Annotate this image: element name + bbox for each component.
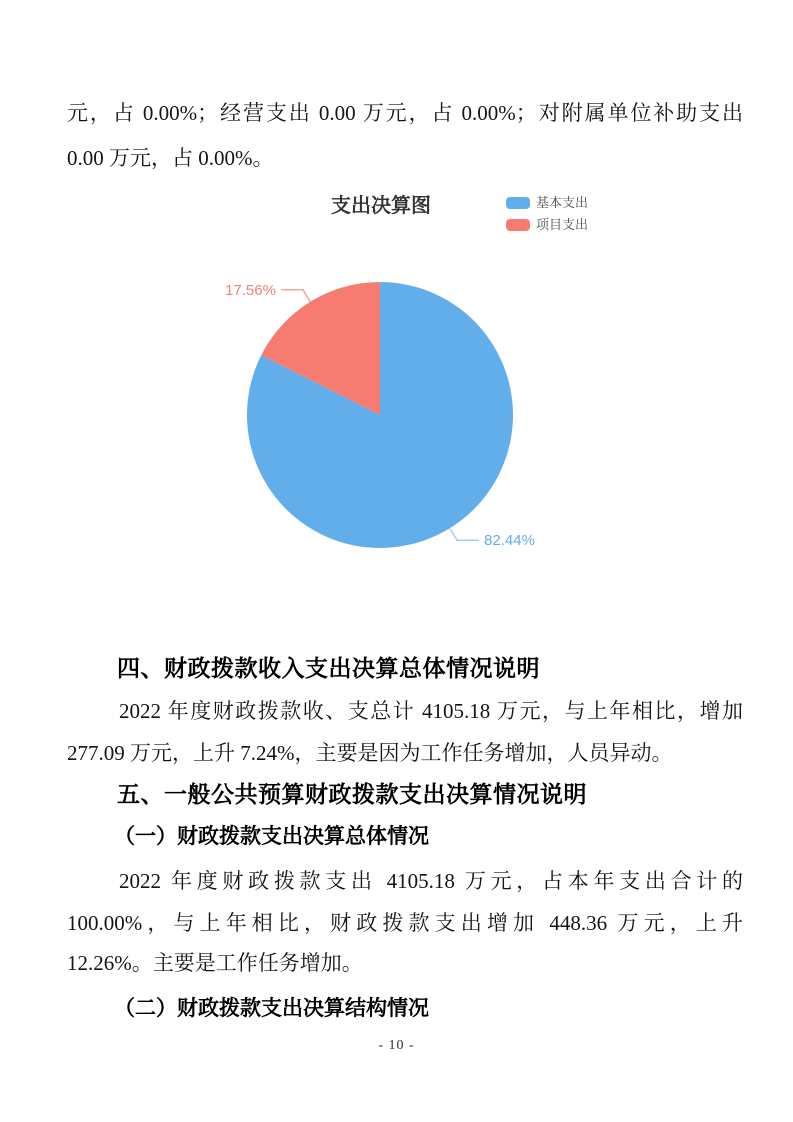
body-text-line: 12.26%。主要是工作任务增加。 <box>67 951 363 975</box>
pie-slice-label: 17.56% <box>225 281 276 299</box>
section-5-heading: 五、一般公共预算财政拨款支出决算情况说明 <box>117 781 587 807</box>
pie-label-line <box>281 290 310 302</box>
body-text-line: 元，占 0.00%；经营支出 0.00 万元，占 0.00%；对附属单位补助支出 <box>67 101 743 125</box>
body-text-line: 2022 年度财政拨款收、支总计 4105.18 万元，与上年相比，增加 <box>119 699 743 723</box>
body-text-line: 277.09 万元，上升 7.24%，主要是因为工作任务增加，人员异动。 <box>67 741 673 765</box>
pie-label-line <box>450 528 479 540</box>
legend-label: 项目支出 <box>536 217 589 232</box>
body-text-line: 100.00%，与上年相比，财政拨款支出增加 448.36 万元，上升 <box>67 911 743 935</box>
body-text-line: 2022 年度财政拨款支出 4105.18 万元，占本年支出合计的 <box>119 869 743 893</box>
body-text-line: 0.00 万元，占 0.00%。 <box>67 146 274 170</box>
legend-label: 基本支出 <box>536 195 589 210</box>
chart-title: 支出决算图 <box>331 195 431 217</box>
pie-slice-label: 82.44% <box>484 532 535 550</box>
section-4-heading: 四、财政拨款收入支出决算总体情况说明 <box>117 655 540 681</box>
page-number: - 10 - <box>378 1038 415 1053</box>
subsection-1-heading: （一）财政拨款支出决算总体情况 <box>114 824 429 848</box>
subsection-2-heading: （二）财政拨款支出决算结构情况 <box>114 996 429 1020</box>
